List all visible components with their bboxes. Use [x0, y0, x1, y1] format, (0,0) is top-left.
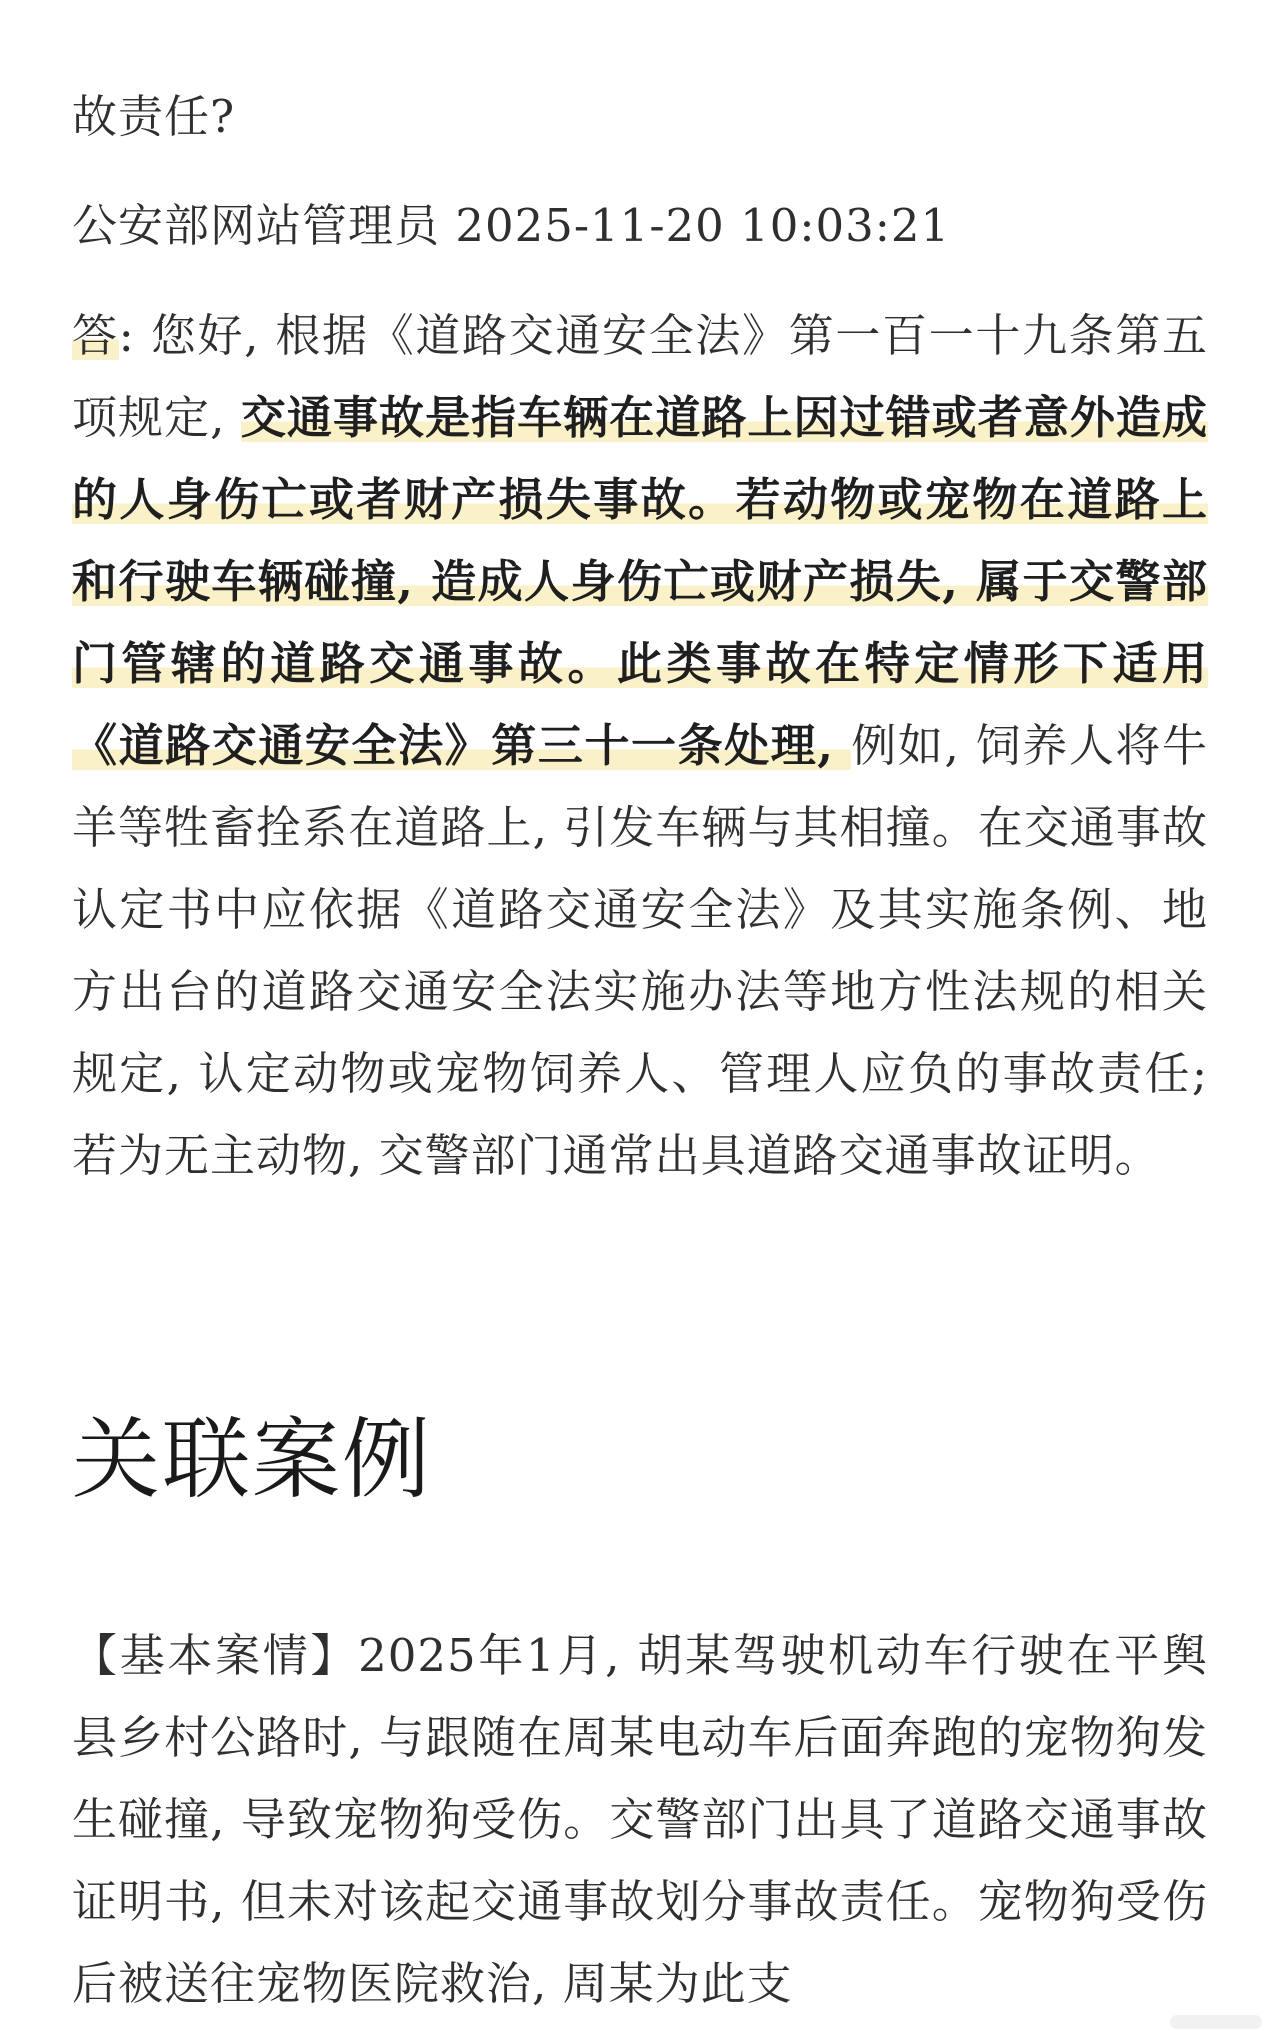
answer-intro: : 您好, 根据《道路交通安全法》第一百一十九条第五项规定,	[72, 309, 1208, 444]
answer-paragraph	[72, 295, 1208, 1197]
question-tail-text: 故责任?	[72, 90, 236, 143]
author-name: 公安部网站管理员	[72, 199, 441, 252]
answer-label: 答	[72, 309, 119, 362]
related-cases-heading: 关联案例	[72, 1408, 433, 1511]
answer-timestamp: 2025-11-20 10:03:21	[455, 199, 951, 252]
answer-highlight: 交通事故是指车辆在道路上因过错或者意外造成的人身伤亡或者财产损失事故。若动物或宠物在道路上和行驶车辆碰撞, 造成人身伤亡或财产损失, 属于交警部门管辖的道路交通事故。此类事故在特定情形下适用《道路交通安全法》第三十一条处理,	[72, 391, 1208, 772]
answer-meta	[72, 185, 1208, 267]
watermark-logo	[1170, 2015, 1262, 2029]
case-paragraph: 【基本案情】2025年1月, 胡某驾驶机动车行驶在平舆县乡村公路时, 与跟随在周某电动车后面奔跑的宠物狗发生碰撞, 导致宠物狗受伤。交警部门出具了道路交通事故证明书, 但未对该起交通事故划分事故责任。宠物狗受伤后被送往宠物医院救治, 周某为此支	[72, 1629, 1208, 2010]
answer-rest: 例如, 饲养人将牛羊等牲畜拴系在道路上, 引发车辆与其相撞。在交通事故认定书中应依据《道路交通安全法》及其实施条例、地方出台的道路交通安全法实施办法等地方性法规的相关规定, 认定动物或宠物饲养人、管理人应负的事故责任; 若为无主动物, 交警部门通常出具道路交通事故证明。	[72, 719, 1209, 1182]
